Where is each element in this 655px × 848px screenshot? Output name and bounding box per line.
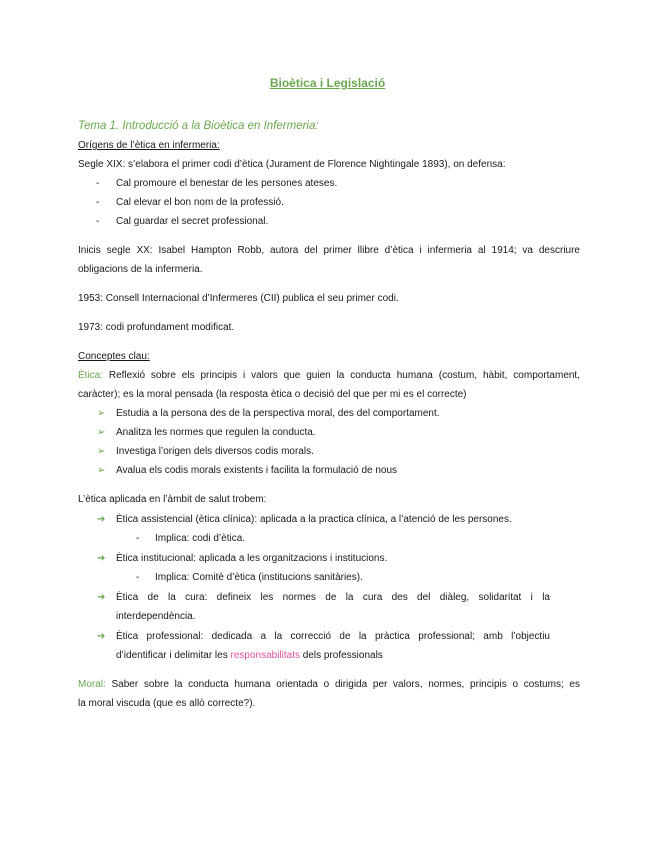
- right-arrow-bullet-icon: ➔: [97, 514, 106, 525]
- etica-institucional-text: Ètica institucional: aplicada a les organitzacions i institucions.: [116, 553, 388, 564]
- dash-bullet: -: [136, 572, 140, 583]
- origens-item: Cal promoure el benestar de les persones ateses.: [116, 178, 338, 189]
- professional-text-a: d’identificar i delimitar les: [116, 650, 231, 661]
- etica-institucional-sub: Implica: Comitè d’ètica (institucions sanitàries).: [155, 572, 363, 583]
- etica-professional-line2: [116, 646, 383, 665]
- segle-xix-label: Segle XIX:: [78, 159, 126, 170]
- moral-text: Saber sobre la conducta humana orientada o dirigida per valors, normes, principis o costums; es: [105, 679, 580, 690]
- etica-item: Avalua els codis morals existents i facilita la formulació de nous: [116, 465, 398, 476]
- year-1973-text: 1973: codi profundament modificat.: [78, 322, 235, 333]
- inicis-paragraph-line1: [78, 241, 580, 260]
- etica-definition-line2: caràcter); es la moral pensada (la resposta ètica o decisió del que per mi es el correcte): [78, 389, 467, 400]
- professional-text-c: dels professionals: [299, 650, 383, 661]
- arrowhead-bullet-icon: ➢: [97, 446, 106, 457]
- moral-definition-line2: la moral viscuda (que es allò correcte?).: [78, 698, 256, 709]
- etica-item: Investiga l’origen dels diversos codis morals.: [116, 446, 314, 457]
- origens-heading: Orígens de l’ètica en infermeria:: [78, 140, 220, 151]
- dash-bullet: -: [136, 533, 140, 544]
- inicis-text: Isabel Hampton Robb, autora del primer llibre d’ètica i infermeria al 1914; va descriure: [152, 245, 580, 256]
- etica-text: Reflexió sobre els principis i valors que guien la conducta humana (costum, hàbit, comportament,: [103, 370, 580, 381]
- responsabilitats-highlight: responsabilitats: [230, 650, 300, 661]
- etica-definition-line1: [78, 366, 580, 385]
- arrowhead-bullet-icon: ➢: [97, 408, 106, 419]
- moral-definition-line1: [78, 675, 580, 694]
- segle-xix-text: s’elabora el primer codi d’ètica (Jurament de Florence Nightingale 1893), on defensa:: [125, 159, 506, 170]
- dash-bullet: -: [96, 197, 100, 208]
- etica-aplicada-intro: L’ètica aplicada en l’àmbit de salut trobem:: [78, 494, 267, 505]
- dash-bullet: -: [96, 216, 100, 227]
- conceptes-heading: Conceptes clau:: [78, 351, 150, 362]
- segle-xix-paragraph: [78, 155, 580, 174]
- right-arrow-bullet-icon: ➔: [97, 631, 106, 642]
- moral-label: Moral:: [78, 679, 106, 690]
- etica-item: Estudia a la persona des de la perspectiva moral, des del comportament.: [116, 408, 440, 419]
- year-1953-text: 1953: Consell Internacional d’Infermeres (CII) publica el seu primer codi.: [78, 293, 399, 304]
- inicis-label: Inicis segle XX:: [78, 245, 153, 256]
- inicis-paragraph-line2: obligacions de la infermeria.: [78, 264, 203, 275]
- etica-professional-line1: Ètica professional: dedicada a la correcció de la pràctica professional; amb l’objectiu: [116, 631, 550, 642]
- tema-heading: Tema 1. Introducció a la Bioètica en Infermeria:: [78, 120, 319, 132]
- etica-cura-line1: Ètica de la cura: defineix les normes de la cura des del diàleg, solidaritat i la: [116, 592, 550, 603]
- etica-assistencial-sub: Implica: codi d’ètica.: [155, 533, 246, 544]
- document-title: Bioètica i Legislació: [269, 76, 386, 90]
- etica-assistencial-text: Ètica assistencial (ètica clínica): aplicada a la practica clínica, a l’atenció de les persones.: [116, 514, 512, 525]
- origens-item: Cal guardar el secret professional.: [116, 216, 269, 227]
- right-arrow-bullet-icon: ➔: [97, 592, 106, 603]
- arrowhead-bullet-icon: ➢: [97, 427, 106, 438]
- origens-item: Cal elevar el bon nom de la professió.: [116, 197, 284, 208]
- etica-cura-line2: interdependència.: [116, 611, 196, 622]
- etica-label: Ètica:: [78, 370, 104, 381]
- dash-bullet: -: [96, 178, 100, 189]
- etica-item: Analitza les normes que regulen la conducta.: [116, 427, 316, 438]
- right-arrow-bullet-icon: ➔: [97, 553, 106, 564]
- arrowhead-bullet-icon: ➢: [97, 465, 106, 476]
